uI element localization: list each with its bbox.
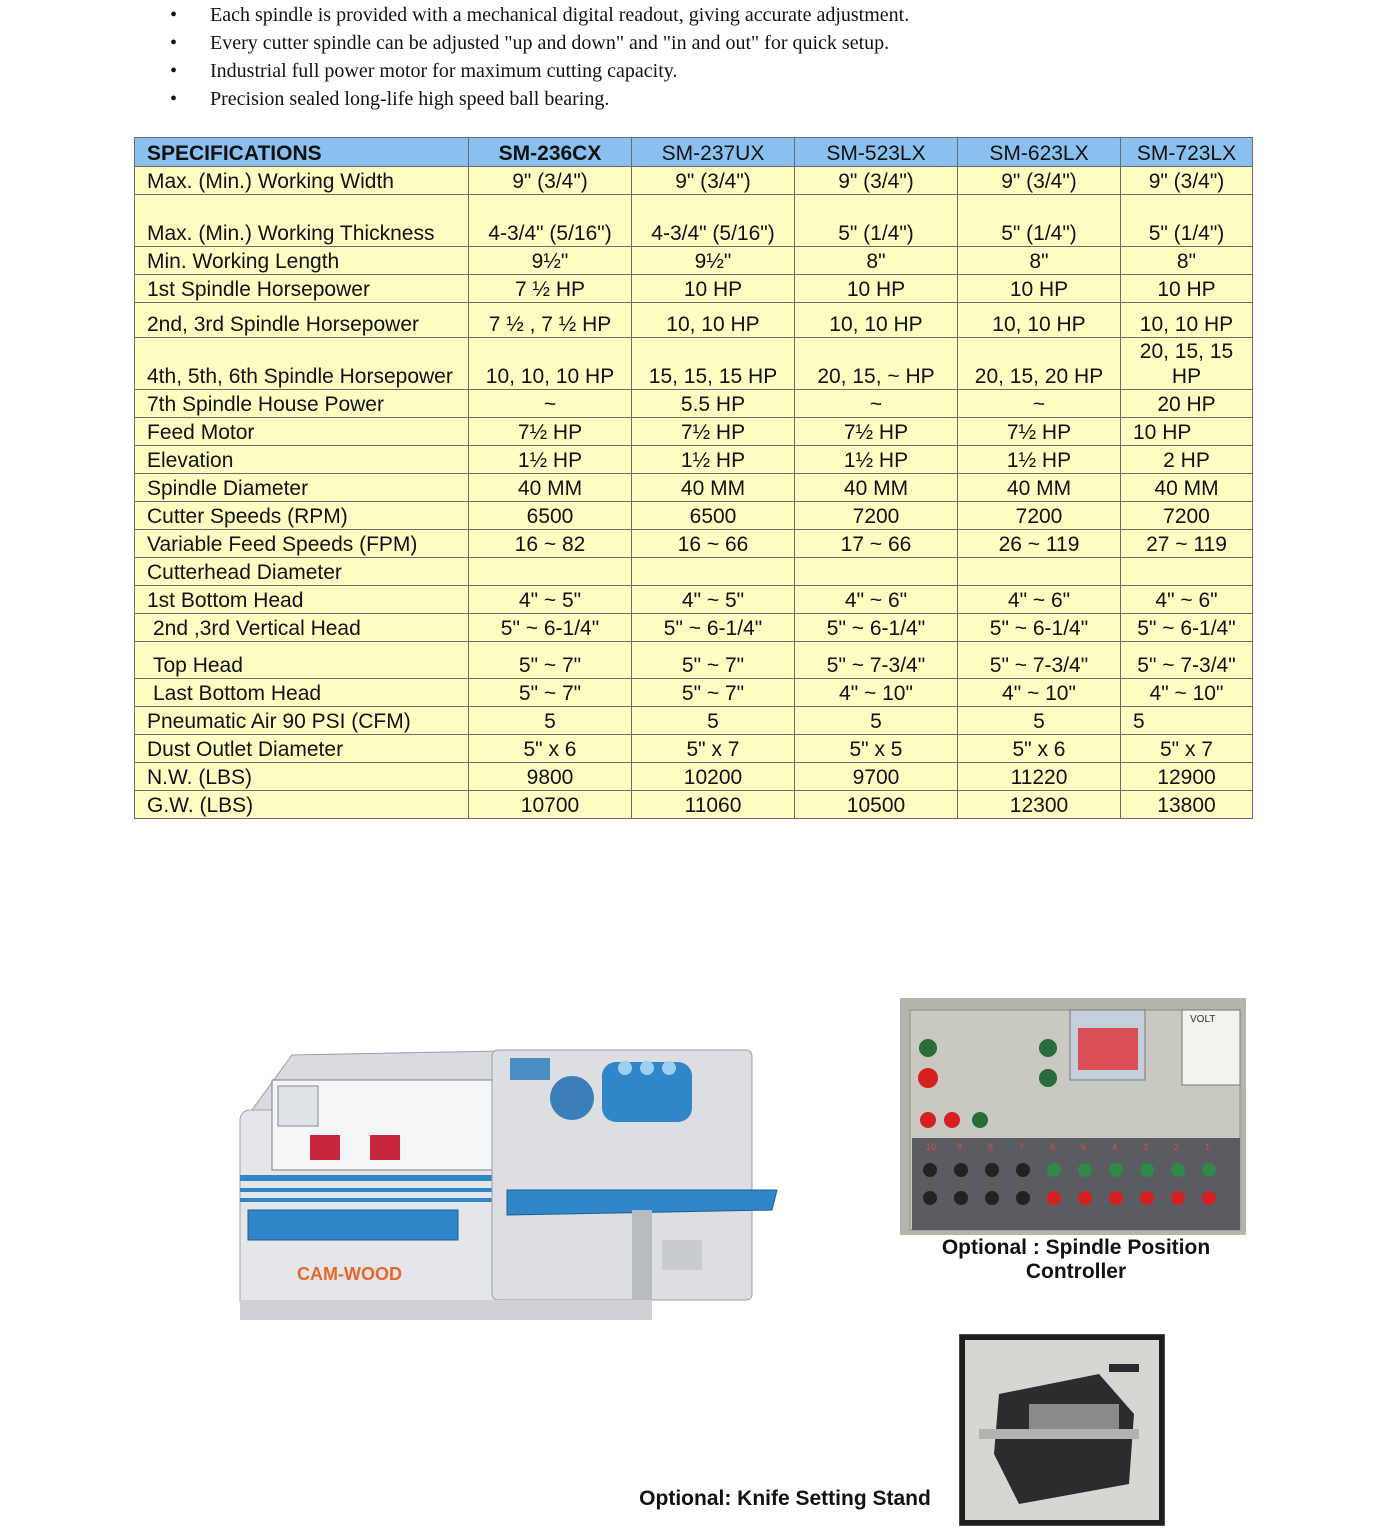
spec-value-cell: 40 MM [1121, 474, 1253, 502]
spec-value-cell: 5" ~ 7" [469, 679, 632, 707]
spindle-number-label: 10 [926, 1142, 937, 1152]
bullet-dot: • [170, 4, 178, 26]
spec-value-cell: 9700 [795, 763, 958, 791]
table-row [135, 502, 1253, 530]
spec-value-cell: 9" (3/4") [958, 167, 1121, 195]
spec-value-cell: 7200 [958, 502, 1121, 530]
spindle-up-button [1140, 1163, 1154, 1177]
spec-value-cell: 10500 [795, 791, 958, 819]
spec-label-cell: Max. (Min.) Working Width [135, 167, 469, 195]
spec-label-cell: Top Head [135, 642, 469, 679]
table-row [135, 614, 1253, 642]
spec-value-cell: 5" ~ 7-3/4" [1121, 642, 1253, 679]
caption-knife-stand: Optional: Knife Setting Stand [639, 1487, 931, 1510]
spec-value-cell: 6500 [469, 502, 632, 530]
spec-value-cell: 20 HP [1121, 390, 1253, 418]
spec-value-cell: 7200 [795, 502, 958, 530]
table-row [135, 338, 1253, 390]
column-header-model: SM-236CX [469, 138, 632, 167]
spec-value-cell: 10, 10 HP [632, 303, 795, 338]
spindle-down-button [1078, 1191, 1092, 1205]
spec-value-cell: 40 MM [795, 474, 958, 502]
table-row [135, 586, 1253, 614]
table-row [135, 247, 1253, 275]
feature-text: Every cutter spindle can be adjusted "up and down" and "in and out" for quick setup. [210, 32, 890, 54]
spindle-number-label: 8 [988, 1142, 994, 1152]
spec-label-cell: 2nd, 3rd Spindle Horsepower [135, 303, 469, 338]
spec-value-cell: 4" ~ 10" [1121, 679, 1253, 707]
spec-value-cell: 10 HP [958, 275, 1121, 303]
spec-value-cell: 40 MM [958, 474, 1121, 502]
table-body [135, 167, 1253, 819]
spindle-number-label: 5 [1081, 1142, 1087, 1152]
spec-label-cell: 2nd ,3rd Vertical Head [135, 614, 469, 642]
table-row [135, 474, 1253, 502]
table-row [135, 642, 1253, 679]
spec-value-cell: 7½ HP [632, 418, 795, 446]
spec-value-cell: 5" ~ 7-3/4" [958, 642, 1121, 679]
spec-value-cell [1121, 558, 1253, 586]
spec-value-cell: 5" (1/4") [795, 195, 958, 247]
spec-value-cell: 20, 15, 15 HP [1121, 338, 1253, 390]
spec-label-cell: Variable Feed Speeds (FPM) [135, 530, 469, 558]
spec-label-cell: Elevation [135, 446, 469, 474]
spec-value-cell: 6500 [632, 502, 795, 530]
feature-text: Each spindle is provided with a mechanical digital readout, giving accurate adjustment. [210, 4, 910, 26]
table-row [135, 390, 1253, 418]
spec-value-cell: 9" (3/4") [632, 167, 795, 195]
caption-line: Controller [1025, 1260, 1127, 1283]
spec-label-cell: 4th, 5th, 6th Spindle Horsepower [135, 338, 469, 390]
spec-value-cell: 5" ~ 7" [632, 679, 795, 707]
table-row [135, 167, 1253, 195]
volt-label: VOLT [1190, 1014, 1216, 1025]
spec-value-cell: 4" ~ 6" [958, 586, 1121, 614]
table-row [135, 195, 1253, 247]
spec-value-cell: 5 [632, 707, 795, 735]
spec-value-cell: 1½ HP [795, 446, 958, 474]
spec-value-cell: 10, 10 HP [1121, 303, 1253, 338]
spec-value-cell: 16 ~ 82 [469, 530, 632, 558]
spec-value-cell: 7½ HP [958, 418, 1121, 446]
spec-value-cell: 5" ~ 7" [469, 642, 632, 679]
spindle-up-button [1078, 1163, 1092, 1177]
spec-label-cell: Pneumatic Air 90 PSI (CFM) [135, 707, 469, 735]
spec-value-cell: 5" x 5 [795, 735, 958, 763]
spec-value-cell: 5.5 HP [632, 390, 795, 418]
column-header-model: SM-623LX [958, 138, 1121, 167]
spec-value-cell: 5" ~ 6-1/4" [469, 614, 632, 642]
spindle-number-label: 9 [957, 1142, 963, 1152]
table-row [135, 418, 1253, 446]
spec-value-cell: 2 HP [1121, 446, 1253, 474]
table-row [135, 275, 1253, 303]
table-row [135, 707, 1253, 735]
table-row [135, 735, 1253, 763]
spec-value-cell: 17 ~ 66 [795, 530, 958, 558]
spec-label-cell: 7th Spindle House Power [135, 390, 469, 418]
spec-value-cell: 8" [795, 247, 958, 275]
spec-value-cell: 8" [1121, 247, 1253, 275]
spec-value-cell: 5 [795, 707, 958, 735]
column-header-model: SM-237UX [632, 138, 795, 167]
specifications-table [134, 137, 1253, 819]
spec-value-cell: 10700 [469, 791, 632, 819]
spindle-up-button [1202, 1163, 1216, 1177]
spec-label-cell: Cutterhead Diameter [135, 558, 469, 586]
table-row [135, 446, 1253, 474]
spec-value-cell: 4" ~ 10" [795, 679, 958, 707]
spec-value-cell: 10 HP [1121, 418, 1253, 446]
spec-value-cell [632, 558, 795, 586]
table-row [135, 303, 1253, 338]
spec-value-cell: 20, 15, 20 HP [958, 338, 1121, 390]
spec-value-cell: 7200 [1121, 502, 1253, 530]
spec-label-cell: Dust Outlet Diameter [135, 735, 469, 763]
spec-value-cell: 7 ½ HP [469, 275, 632, 303]
spec-value-cell: 7 ½ , 7 ½ HP [469, 303, 632, 338]
spec-value-cell: 11220 [958, 763, 1121, 791]
brand-logo-text: CAM-WOOD [297, 1264, 402, 1284]
spec-value-cell: 10 HP [795, 275, 958, 303]
spec-value-cell: ~ [469, 390, 632, 418]
bullet-dot: • [170, 32, 178, 54]
spindle-up-button [1109, 1163, 1123, 1177]
spec-value-cell: ~ [795, 390, 958, 418]
spec-value-cell [795, 558, 958, 586]
spec-value-cell: 9½" [632, 247, 795, 275]
spec-value-cell: 5" x 7 [1121, 735, 1253, 763]
spindle-up-button [1016, 1163, 1030, 1177]
spec-value-cell: 5" ~ 6-1/4" [1121, 614, 1253, 642]
spec-value-cell: 4" ~ 6" [1121, 586, 1253, 614]
spec-value-cell: 27 ~ 119 [1121, 530, 1253, 558]
spec-value-cell: 15, 15, 15 HP [632, 338, 795, 390]
spec-value-cell: 40 MM [469, 474, 632, 502]
spec-value-cell: 5" x 7 [632, 735, 795, 763]
knife-setting-stand-image [959, 1334, 1165, 1526]
spec-value-cell: 10, 10, 10 HP [469, 338, 632, 390]
spec-label-cell: Feed Motor [135, 418, 469, 446]
spindle-number-label: 2 [1174, 1142, 1180, 1152]
spec-value-cell: 26 ~ 119 [958, 530, 1121, 558]
spec-value-cell: 8" [958, 247, 1121, 275]
feature-text: Industrial full power motor for maximum cutting capacity. [210, 60, 678, 82]
table-row [135, 763, 1253, 791]
spec-label-cell: Min. Working Length [135, 247, 469, 275]
spindle-up-button [1171, 1163, 1185, 1177]
column-header-model: SM-723LX [1121, 138, 1253, 167]
column-header-specifications: SPECIFICATIONS [135, 138, 469, 167]
spec-value-cell: 5" ~ 7" [632, 642, 795, 679]
spec-value-cell: 10, 10 HP [958, 303, 1121, 338]
spec-value-cell: 5" (1/4") [1121, 195, 1253, 247]
spindle-down-button [1109, 1191, 1123, 1205]
spec-value-cell: ~ [958, 390, 1121, 418]
spindle-down-button [1202, 1191, 1216, 1205]
spindle-number-label: 3 [1143, 1142, 1149, 1152]
spec-value-cell [469, 558, 632, 586]
spec-label-cell: Spindle Diameter [135, 474, 469, 502]
spec-value-cell: 4-3/4" (5/16") [469, 195, 632, 247]
spec-value-cell: 5" x 6 [958, 735, 1121, 763]
spec-value-cell: 9½" [469, 247, 632, 275]
spec-value-cell: 4" ~ 5" [632, 586, 795, 614]
spec-label-cell: G.W. (LBS) [135, 791, 469, 819]
spec-value-cell: 20, 15, ~ HP [795, 338, 958, 390]
spec-value-cell: 9" (3/4") [1121, 167, 1253, 195]
spec-value-cell: 5" x 6 [469, 735, 632, 763]
spec-value-cell: 10200 [632, 763, 795, 791]
caption-line: Optional : Spindle Position [941, 1236, 1211, 1259]
spec-value-cell: 1½ HP [632, 446, 795, 474]
spec-value-cell: 5 [469, 707, 632, 735]
spec-value-cell: 5" ~ 6-1/4" [795, 614, 958, 642]
spec-value-cell: 11060 [632, 791, 795, 819]
spindle-up-button [985, 1163, 999, 1177]
spec-value-cell: 9" (3/4") [469, 167, 632, 195]
spec-value-cell: 5" ~ 6-1/4" [958, 614, 1121, 642]
spindle-number-label: 6 [1050, 1142, 1056, 1152]
spec-value-cell [958, 558, 1121, 586]
spindle-controller-panel-image [900, 998, 1246, 1235]
table-row [135, 791, 1253, 819]
spec-value-cell: 1½ HP [958, 446, 1121, 474]
spec-value-cell: 1½ HP [469, 446, 632, 474]
spindle-down-button [1047, 1191, 1061, 1205]
spec-value-cell: 7½ HP [469, 418, 632, 446]
feature-text: Precision sealed long-life high speed ball bearing. [210, 88, 610, 110]
spec-value-cell: 4" ~ 6" [795, 586, 958, 614]
spec-value-cell: 10, 10 HP [795, 303, 958, 338]
spec-value-cell: 5" ~ 6-1/4" [632, 614, 795, 642]
spec-value-cell: 12900 [1121, 763, 1253, 791]
spec-value-cell: 4" ~ 5" [469, 586, 632, 614]
spec-value-cell: 5" (1/4") [958, 195, 1121, 247]
spec-value-cell: 7½ HP [795, 418, 958, 446]
spindle-down-button [1016, 1191, 1030, 1205]
spindle-down-button [985, 1191, 999, 1205]
spindle-up-button [923, 1163, 937, 1177]
spec-value-cell: 40 MM [632, 474, 795, 502]
spec-value-cell: 5 [958, 707, 1121, 735]
bullet-dot: • [170, 88, 178, 110]
spec-label-cell: Last Bottom Head [135, 679, 469, 707]
spec-label-cell: 1st Bottom Head [135, 586, 469, 614]
spec-label-cell: 1st Spindle Horsepower [135, 275, 469, 303]
spec-value-cell: 9" (3/4") [795, 167, 958, 195]
spec-label-cell: N.W. (LBS) [135, 763, 469, 791]
spec-value-cell: 16 ~ 66 [632, 530, 795, 558]
spec-value-cell: 5" ~ 7-3/4" [795, 642, 958, 679]
spec-value-cell: 10 HP [1121, 275, 1253, 303]
spec-value-cell: 9800 [469, 763, 632, 791]
spec-label-cell: Cutter Speeds (RPM) [135, 502, 469, 530]
spindle-up-button [1047, 1163, 1061, 1177]
spindle-number-label: 4 [1112, 1142, 1118, 1152]
spindle-number-label: 1 [1205, 1142, 1211, 1152]
table-row [135, 558, 1253, 586]
column-header-model: SM-523LX [795, 138, 958, 167]
spindle-down-button [954, 1191, 968, 1205]
spindle-up-button [954, 1163, 968, 1177]
spec-label-cell: Max. (Min.) Working Thickness [135, 195, 469, 247]
spec-value-cell: 5 [1121, 707, 1253, 735]
moulder-machine-image [222, 1010, 788, 1370]
spec-value-cell: 13800 [1121, 791, 1253, 819]
spec-value-cell: 4" ~ 10" [958, 679, 1121, 707]
caption-spindle-controller [900, 1236, 1252, 1284]
spindle-down-button [1140, 1191, 1154, 1205]
table-row [135, 679, 1253, 707]
spindle-down-button [923, 1191, 937, 1205]
spec-value-cell: 12300 [958, 791, 1121, 819]
table-header-row [135, 138, 1253, 167]
bullet-dot: • [170, 60, 178, 82]
spec-value-cell: 10 HP [632, 275, 795, 303]
spindle-down-button [1171, 1191, 1185, 1205]
spec-value-cell: 4-3/4" (5/16") [632, 195, 795, 247]
table-row [135, 530, 1253, 558]
spindle-number-label: 7 [1019, 1142, 1025, 1152]
